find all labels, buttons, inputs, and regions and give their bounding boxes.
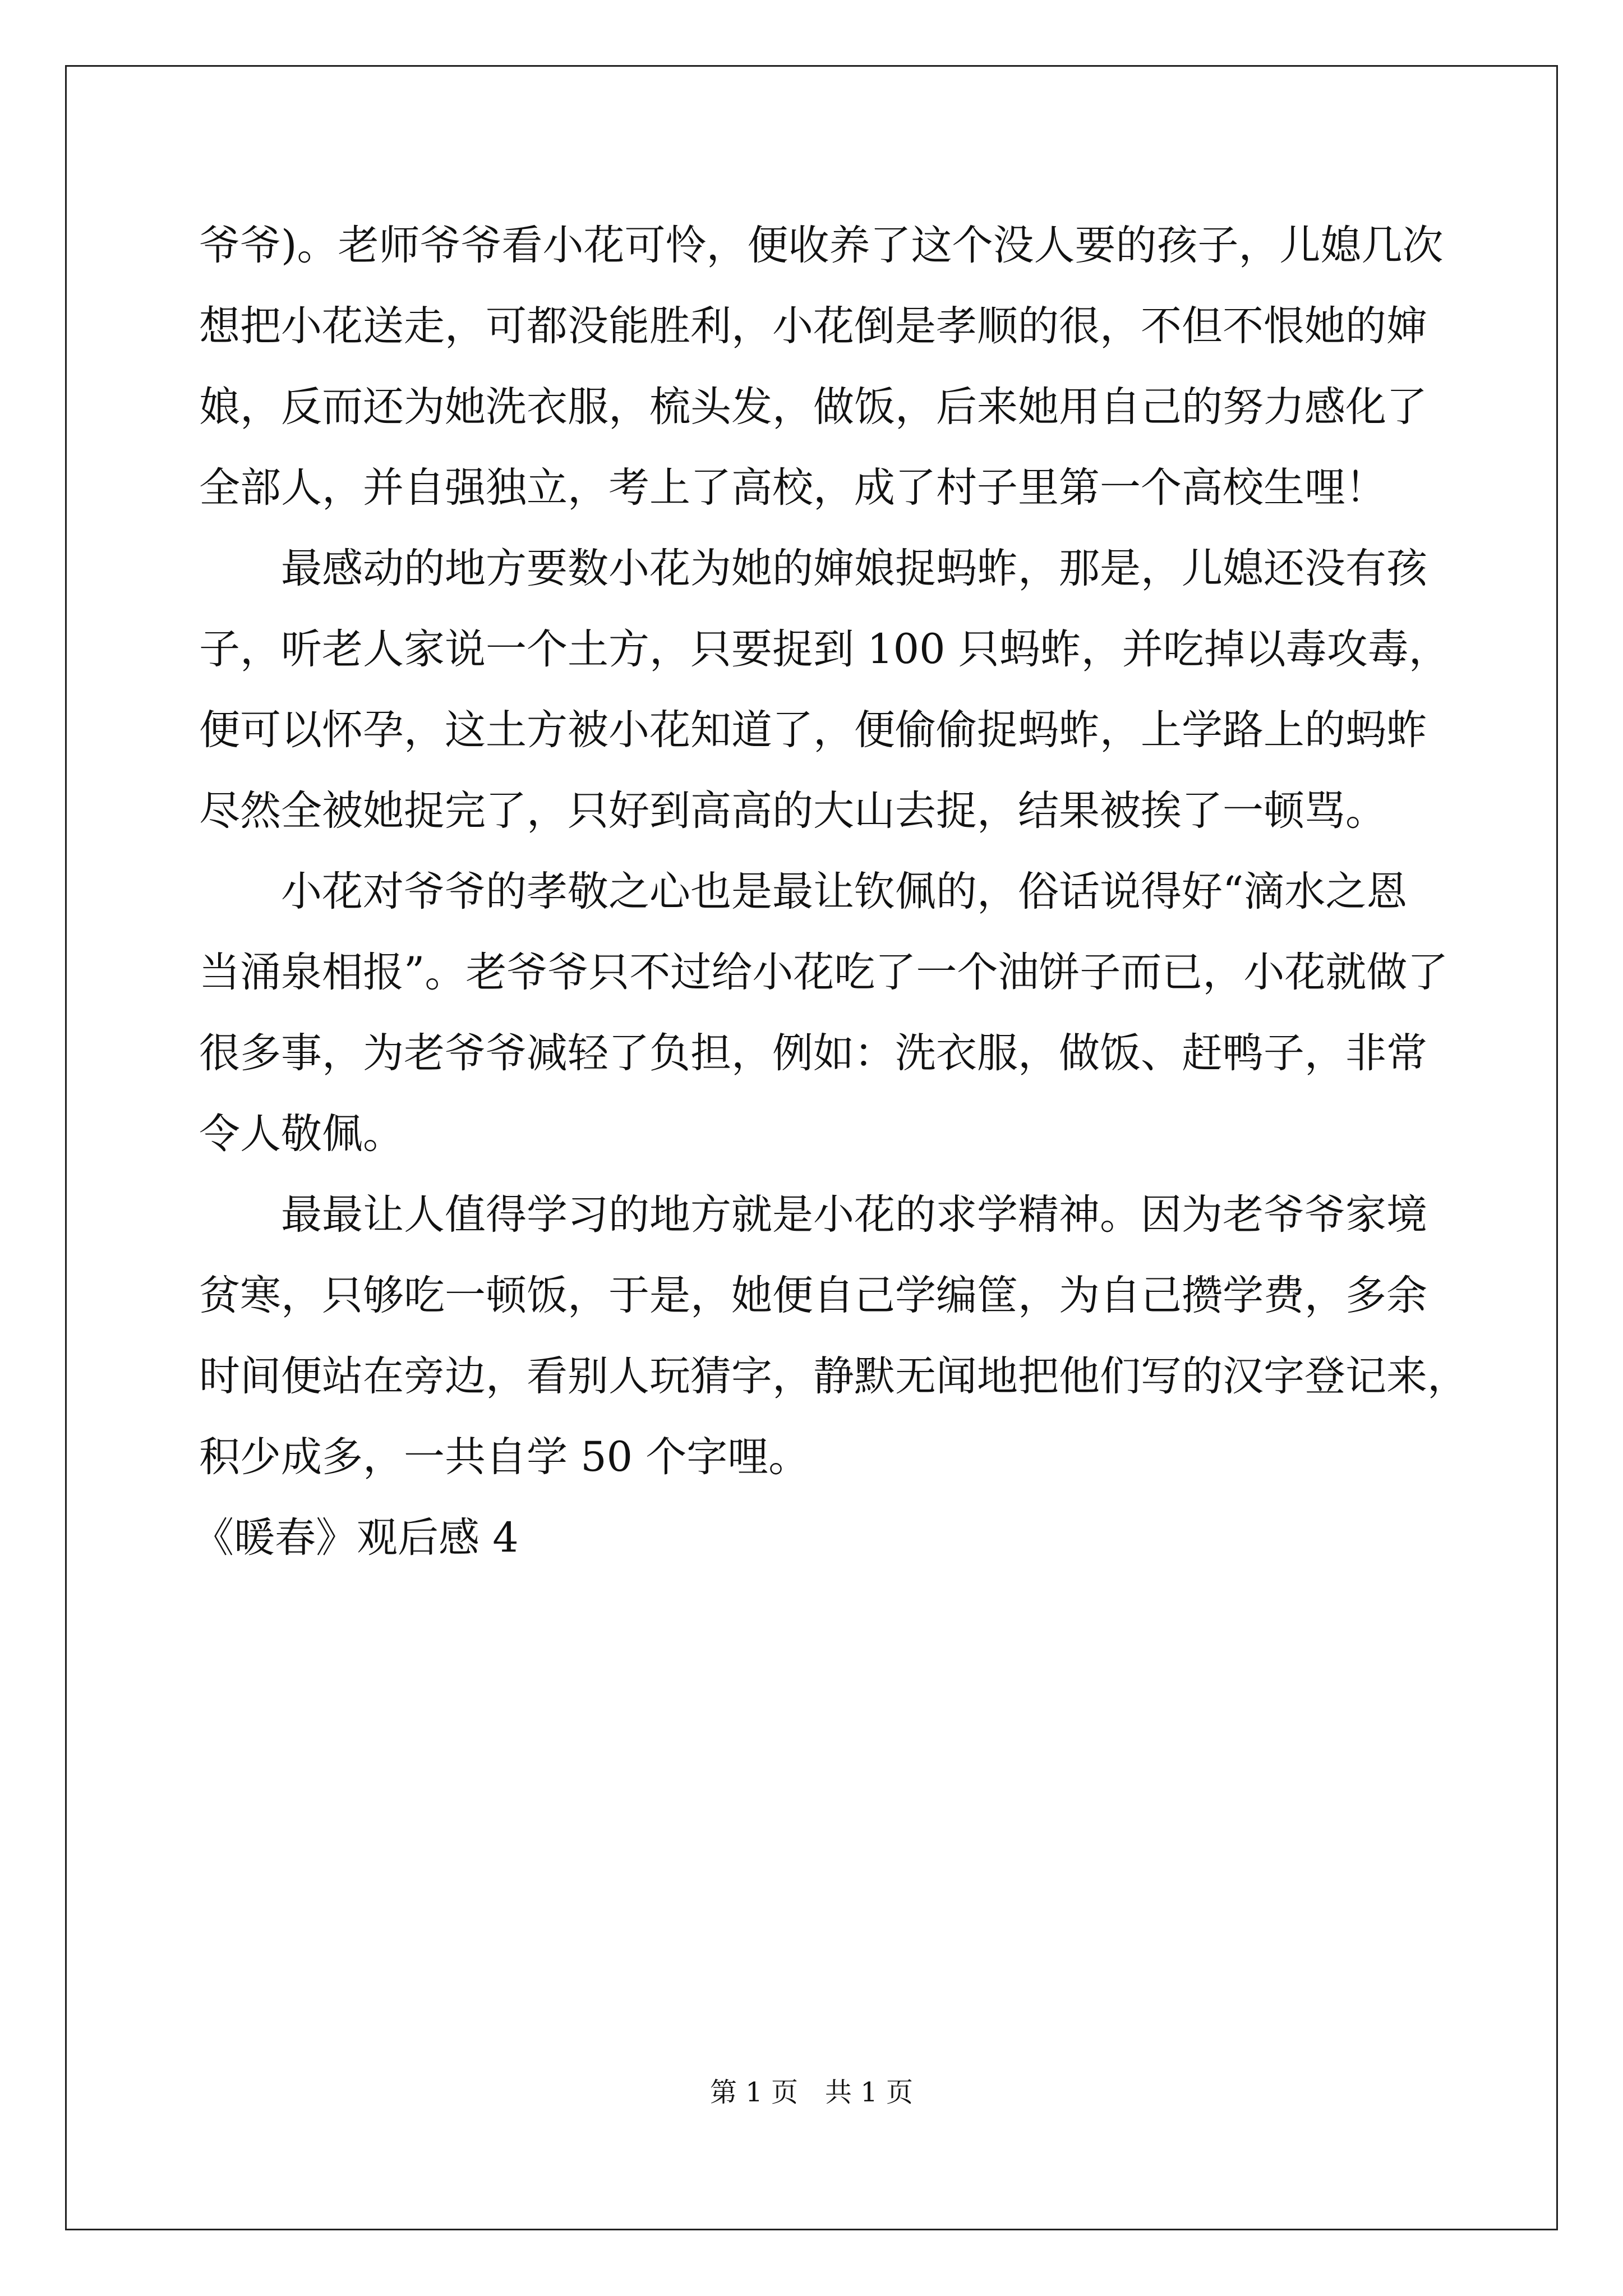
text-line: 便可以怀孕，这土方被小花知道了，便偷偷捉蚂蚱，上学路上的蚂蚱	[199, 706, 1427, 754]
text-line: 爷爷)。老师爷爷看小花可怜，便收养了这个没人要的孩子，儿媳几次	[199, 222, 1444, 269]
paragraph-start: 最感动的地方要数小花为她的婶娘捉蚂蚱，那是，儿媳还没有孩	[281, 545, 1427, 592]
page-footer	[0, 2076, 1623, 2109]
section-heading: 《暖春》观后感 4	[193, 1514, 519, 1562]
text-line: 当涌泉相报”。老爷爷只不过给小花吃了一个油饼子而已，小花就做了	[199, 949, 1449, 996]
text-line: 很多事，为老爷爷减轻了负担，例如：洗衣服，做饭、赶鸭子，非常	[199, 1029, 1427, 1077]
text-line: 时间便站在旁边，看别人玩猜字，静默无闻地把他们写的汉字登记来，	[199, 1352, 1468, 1400]
paragraph-start: 最最让人值得学习的地方就是小花的求学精神。因为老爷爷家境	[281, 1191, 1427, 1239]
text-line: 娘，反而还为她洗衣服，梳头发，做饭，后来她用自己的努力感化了	[199, 383, 1427, 431]
text-line: 全部人，并自强独立，考上了高校，成了村子里第一个高校生哩！	[199, 464, 1386, 512]
text-line: 令人敬佩。	[199, 1110, 404, 1158]
text-line: 子，听老人家说一个土方，只要捉到 100 只蚂蚱，并吃掉以毒攻毒，	[199, 625, 1450, 673]
text-line: 贫寒，只够吃一顿饭，于是，她便自己学编筐，为自己攒学费，多余	[199, 1272, 1427, 1319]
page-number: 第 1 页	[709, 2077, 798, 2108]
text-line: 尽然全被她捉完了，只好到高高的大山去捉，结果被挨了一顿骂。	[199, 787, 1386, 835]
text-line: 想把小花送走，可都没能胜利，小花倒是孝顺的很，不但不恨她的婶	[199, 302, 1427, 350]
paragraph-start: 小花对爷爷的孝敬之心也是最让钦佩的，俗话说得好“滴水之恩	[281, 868, 1408, 915]
text-line: 积少成多，一共自学 50 个字哩。	[199, 1433, 810, 1481]
page-total: 共 1 页	[825, 2077, 914, 2108]
